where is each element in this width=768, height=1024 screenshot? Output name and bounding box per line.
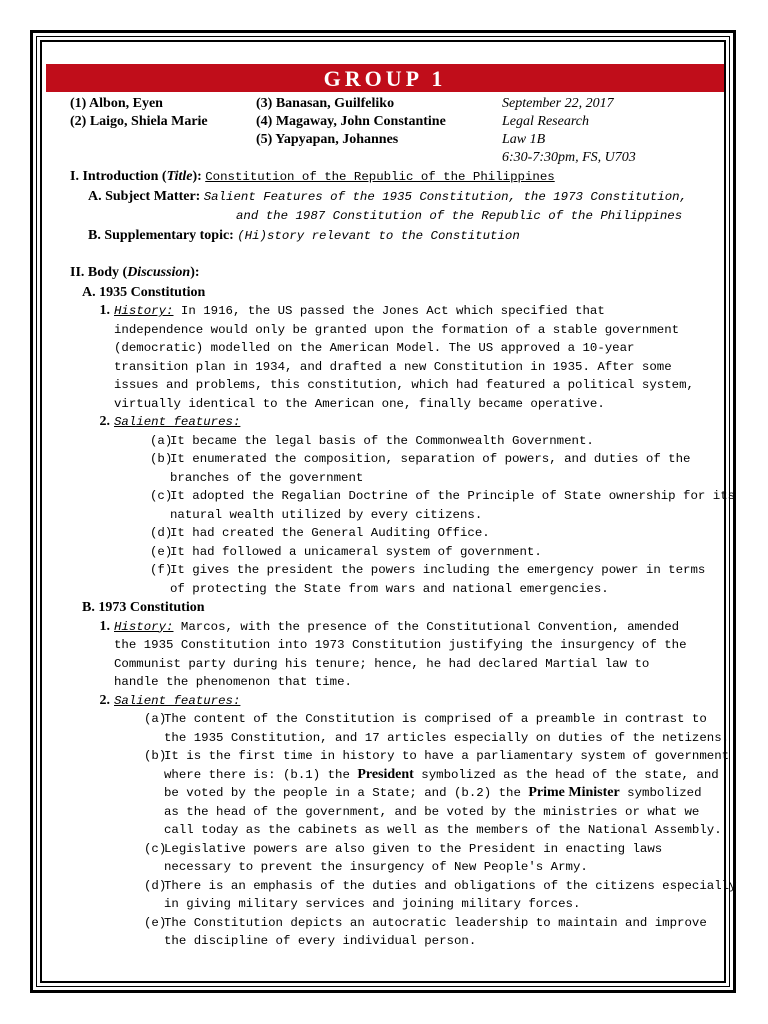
list-item: (b) It is the first time in history to have a parliamentary system of government where there is: (b.1) the President symbolized as the head of the state, and be voted by the people in a State; and (b.2) the Prime Minister symbolized as the head of the government, and be voted by the ministries or what we call today as the cabinets as well as the members of the National Assembly. xyxy=(144,749,730,837)
member: (1) Albon, Eyen xyxy=(70,96,163,111)
supplementary-topic: B. Supplementary topic: (Hi)story relevant to the Constitution xyxy=(88,227,520,243)
list-item: (a) It became the legal basis of the Commonwealth Government. xyxy=(150,433,594,448)
intro-title: Constitution of the Republic of the Philippines xyxy=(205,170,555,184)
member: (3) Banasan, Guilfeliko xyxy=(256,96,395,111)
meta-info xyxy=(502,95,636,167)
section-1973-heading: B. 1973 Constitution xyxy=(82,600,205,615)
section-1935-heading: A. 1935 Constitution xyxy=(82,284,206,300)
subject-matter-cont: and the 1987 Constitution of the Republic of the Philippines xyxy=(236,209,683,223)
members-col-2 xyxy=(256,95,446,149)
document-body xyxy=(70,95,737,951)
member: (2) Laigo, Shiela Marie xyxy=(70,114,208,129)
list-item: (a) The content of the Constitution is comprised of a preamble in contrast to the 1935 Constitution, and 17 articles especially on duties of the netizens. xyxy=(144,712,730,745)
list-item: (d) There is an emphasis of the duties and obligations of the citizens especially in giving military services and joining military forces. xyxy=(144,878,737,911)
date: September 22, 2017 xyxy=(502,96,614,111)
header-block xyxy=(70,95,700,167)
intro-heading: I. Introduction (Title): Constitution of the Republic of the Philippines xyxy=(70,169,555,184)
member: (4) Magaway, John Constantine xyxy=(256,114,446,129)
history-1935: 1. History: In 1916, the US passed the Jones Act which specified that independence would only be granted upon the formation of a stable government (democratic) modelled on the American Model. The US approved a 10-year transition plan in 1934, and drafted a new Constitution in 1935. After some issues and problems, this constitution, which had featured a political system, virtually identical to the American one, finally became operative. xyxy=(99,303,694,411)
salient-1935-list xyxy=(70,432,736,599)
members-col-1 xyxy=(70,95,208,131)
salient-1935-heading: 2. Salient features: xyxy=(99,414,241,429)
list-item: (f) It gives the president the powers including the emergency power in terms of protecting the State from wars and national emergencies. xyxy=(150,563,706,596)
list-item: (e) The Constitution depicts an autocratic leadership to maintain and improve the discipline of every individual person. xyxy=(144,915,707,948)
list-item: (c) It adopted the Regalian Doctrine of the Principle of State ownership for its natural wealth utilized by every citizens. xyxy=(150,489,736,522)
list-item: (d) It had created the General Auditing Office. xyxy=(150,526,490,540)
member: (5) Yapyapan, Johannes xyxy=(256,132,399,147)
course: Legal Research xyxy=(502,114,589,129)
body-heading: II. Body (Discussion): xyxy=(70,265,200,280)
group-banner: GROUP 1 xyxy=(46,64,724,92)
list-item: (c) Legislative powers are also given to the President in enacting laws necessary to prevent the insurgency of New People's Army. xyxy=(144,841,663,874)
salient-1973-list xyxy=(70,710,737,951)
subject-matter: A. Subject Matter: Salient Features of the 1935 Constitution, the 1973 Constitution, xyxy=(88,188,688,204)
history-1973: 1. History: Marcos, with the presence of the Constitutional Convention, amended the 1935 Constitution into 1973 Constitution justifying the insurgency of the Communist party during his tenure; hence, he had declared Martial law to handle the phenomenon that time. xyxy=(99,618,687,689)
schedule: 6:30-7:30pm, FS, U703 xyxy=(502,150,636,165)
list-item: (b) It enumerated the composition, separation of powers, and duties of the branches of the government xyxy=(150,452,691,485)
class: Law 1B xyxy=(502,132,546,147)
list-item: (e) It had followed a unicameral system of government. xyxy=(150,544,542,559)
salient-1973-heading: 2. Salient features: xyxy=(99,692,241,708)
